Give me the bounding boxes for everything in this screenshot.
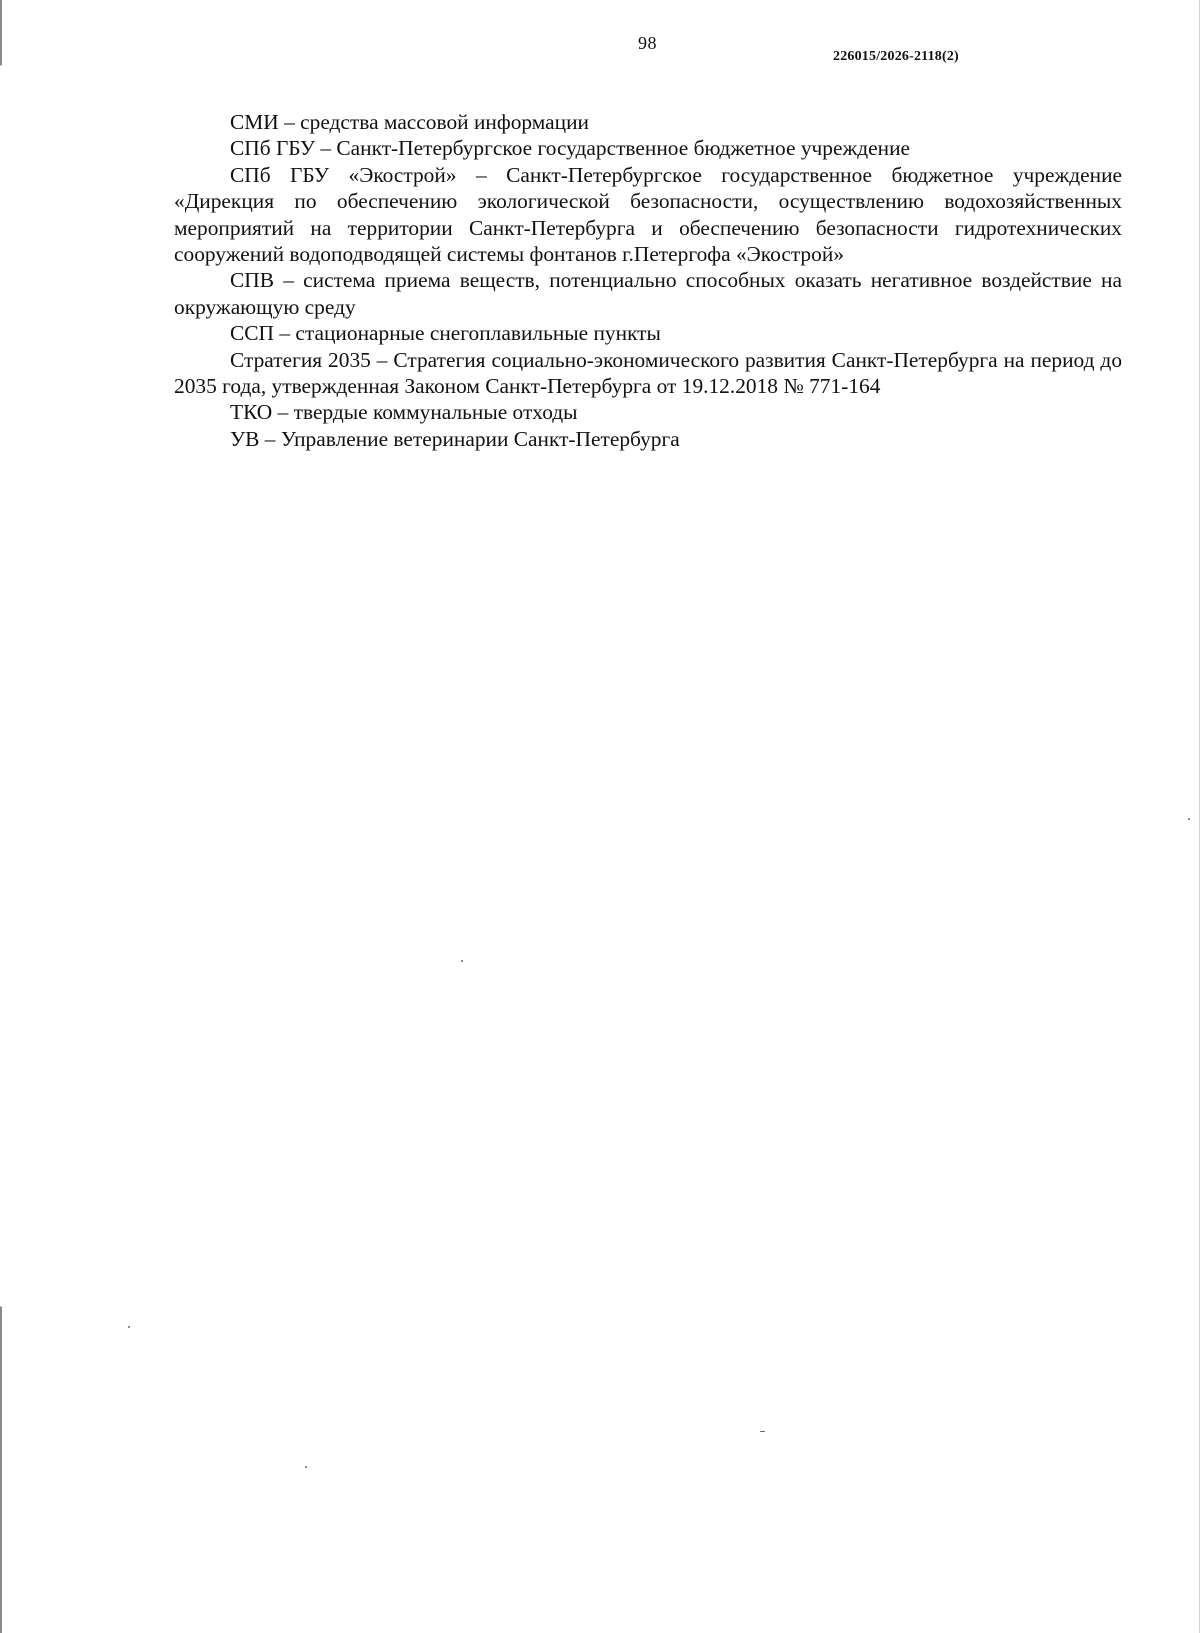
abbreviation-term: ССП (230, 321, 274, 346)
scan-speck (305, 1466, 307, 1468)
abbreviation-entry (174, 426, 1122, 452)
separator: – (273, 268, 304, 293)
scan-speck (128, 1326, 130, 1328)
scan-speck (1188, 818, 1190, 820)
abbreviation-term: СПб ГБУ (230, 136, 315, 161)
separator: – (315, 136, 337, 161)
abbreviation-term: СПб ГБУ «Экострой» (230, 162, 457, 187)
abbreviation-term: УВ (230, 426, 260, 451)
abbreviation-definition: стационарные снегоплавильные пункты (295, 321, 661, 346)
scan-speck (461, 960, 463, 962)
document-id: 226015/2026-2118(2) (833, 49, 959, 64)
separator: – (259, 426, 281, 451)
abbreviation-entry (174, 320, 1122, 346)
abbreviation-definition: Санкт-Петербургское государственное бюджетное учреждение (336, 136, 911, 161)
abbreviation-term: СМИ (230, 110, 279, 134)
separator: – (456, 162, 507, 187)
abbreviation-definition: средства массовой информации (300, 110, 589, 134)
abbreviation-term: СПВ (230, 268, 274, 293)
abbreviations-list (174, 109, 1122, 452)
separator: – (278, 110, 301, 134)
scan-speck (760, 1431, 765, 1432)
abbreviation-entry (174, 347, 1122, 400)
abbreviation-definition: твердые коммунальные отходы (293, 400, 578, 425)
abbreviation-entry (174, 109, 1122, 135)
separator: – (272, 400, 294, 425)
page-number: 98 (638, 33, 657, 53)
abbreviation-definition: система приема веществ, потенциально способных оказать негативное воздействие на окружающую среду (174, 268, 1122, 319)
separator: – (273, 321, 296, 346)
abbreviation-definition: Управление ветеринарии Санкт-Петербурга (280, 426, 680, 451)
abbreviation-definition: Стратегия социально-экономического развития Санкт-Петербурга на период до 2035 года, утвержденная Законом Санкт-Петербурга от 19.12.2018 № 771-164 (174, 347, 1123, 399)
scan-edge-left (0, 0, 2, 1633)
abbreviation-entry (174, 399, 1122, 425)
abbreviation-entry (174, 135, 1122, 161)
abbreviation-entry (174, 267, 1122, 320)
abbreviation-term: Стратегия 2035 (230, 347, 371, 372)
abbreviation-definition: Санкт-Петербургское государственное бюджетное учреждение «Дирекция по обеспечению экологической безопасности, осуществлению водохозяйственных мероприятий на территории Санкт-Петербурга и обеспечению безопасности гидротехнических сооружений водоподводящей системы фонтанов г.Петергофа «Экострой» (174, 162, 1123, 267)
separator: – (370, 347, 394, 372)
abbreviation-entry (174, 162, 1122, 268)
abbreviation-term: ТКО (230, 400, 273, 425)
